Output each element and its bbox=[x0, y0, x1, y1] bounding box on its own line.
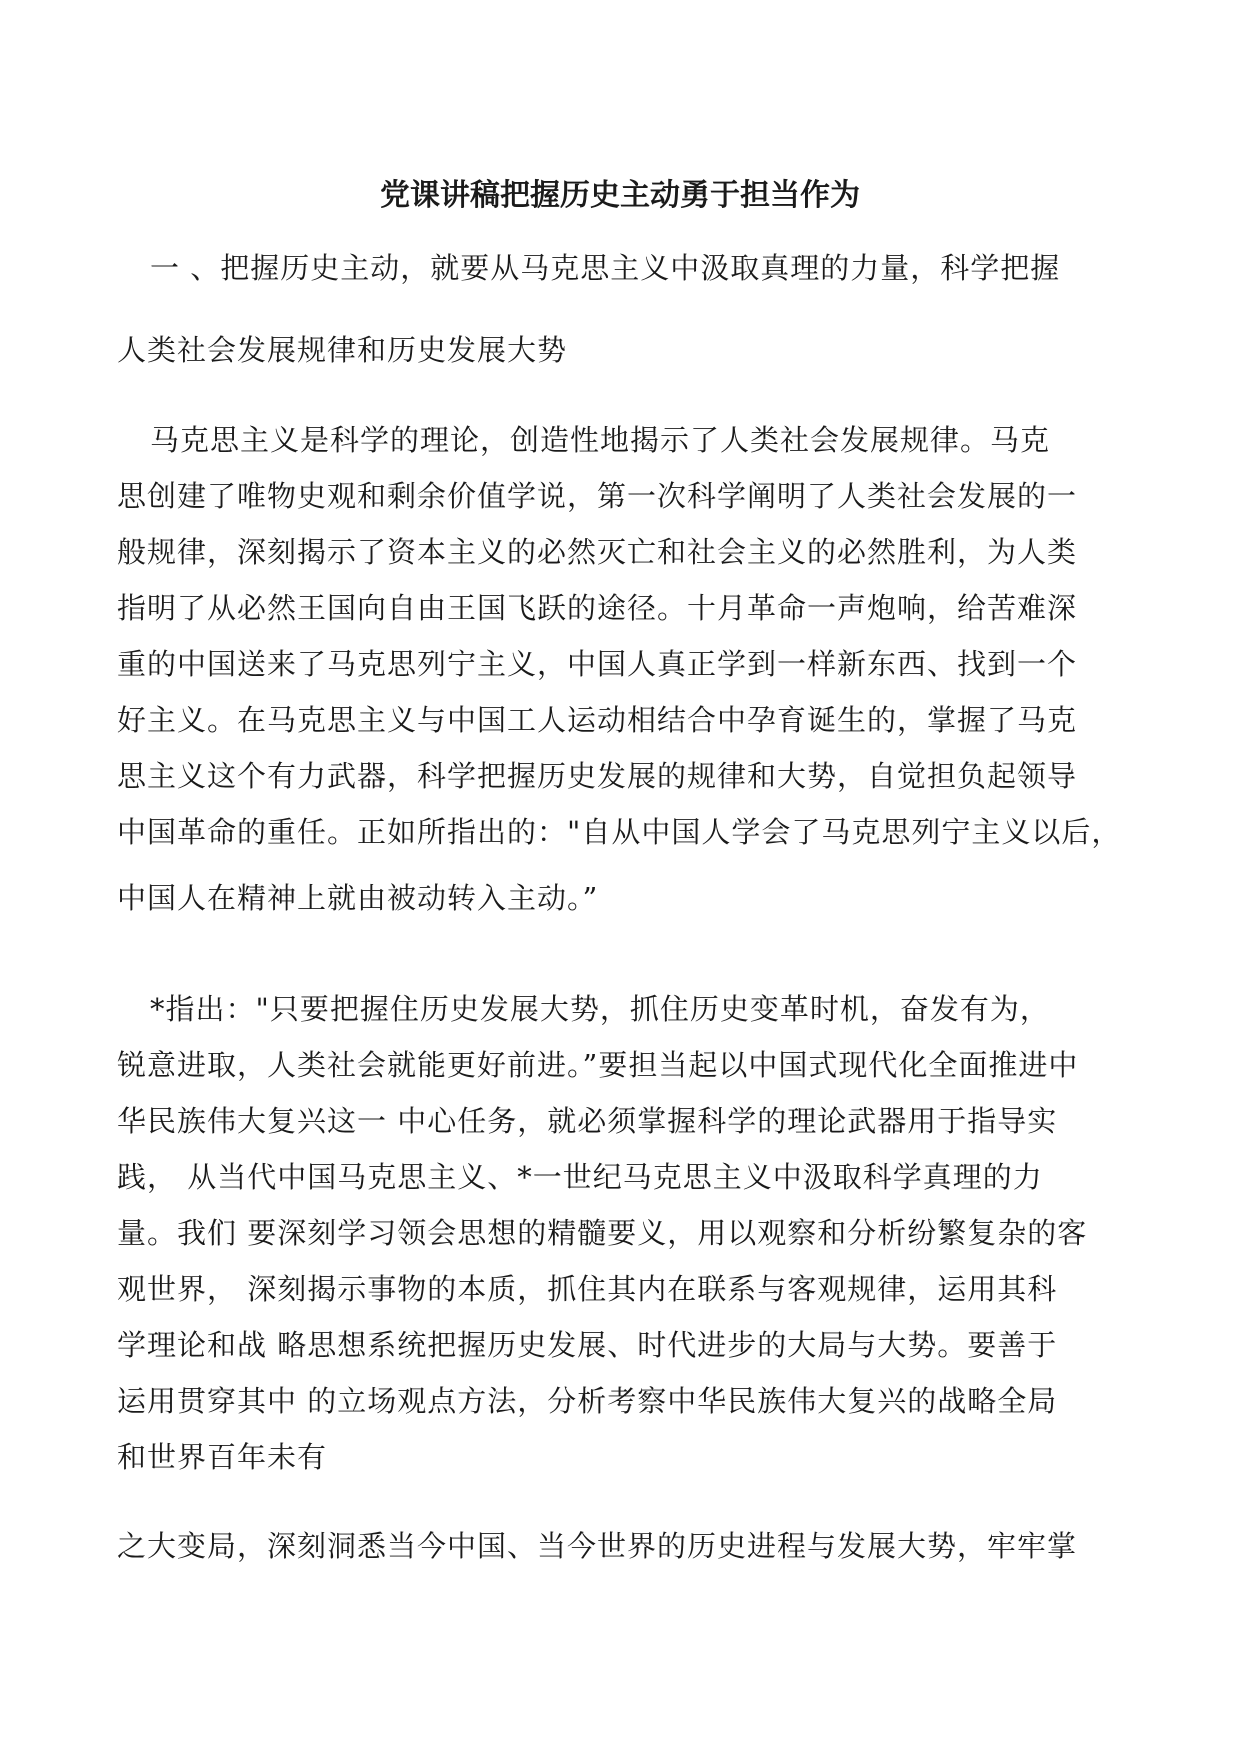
paragraph-1-line-8: 中国革命的重任。正如所指出的："自从中国人学会了马克思列宁主义以后， bbox=[117, 815, 1122, 849]
paragraph-2-line-2: 锐意进取，人类社会就能更好前进。”要担当起以中国式现代化全面推进中 bbox=[117, 1048, 1079, 1082]
section-heading-line-1: 一 、把握历史主动，就要从马克思主义中汲取真理的力量，科学把握 bbox=[150, 251, 1061, 285]
paragraph-1-line-9: 中国人在精神上就由被动转入主动。” bbox=[117, 881, 599, 915]
paragraph-1-line-5: 重的中国送来了马克思列宁主义，中国人真正学到一样新东西、找到一个 bbox=[117, 647, 1078, 681]
paragraph-2-line-9: 和世界百年未有 bbox=[117, 1440, 328, 1474]
paragraph-2-line-1: *指出："只要把握住历史发展大势，抓住历史变革时机，奋发有为， bbox=[150, 992, 1050, 1026]
document-title: 党课讲稿把握历史主动勇于担当作为 bbox=[380, 178, 860, 213]
paragraph-2-line-6: 观世界， 深刻揭示事物的本质，抓住其内在联系与客观规律，运用其科 bbox=[117, 1272, 1058, 1306]
paragraph-1-line-3: 般规律，深刻揭示了资本主义的必然灭亡和社会主义的必然胜利，为人类 bbox=[117, 535, 1078, 569]
paragraph-2-line-4: 践， 从当代中国马克思主义、*一世纪马克思主义中汲取科学真理的力 bbox=[117, 1160, 1043, 1194]
section-heading-line-2: 人类社会发展规律和历史发展大势 bbox=[117, 333, 568, 367]
paragraph-1-line-6: 好主义。在马克思主义与中国工人运动相结合中孕育诞生的，掌握了马克 bbox=[117, 703, 1078, 737]
paragraph-1-line-4: 指明了从必然王国向自由王国飞跃的途径。十月革命一声炮响，给苦难深 bbox=[117, 591, 1078, 625]
paragraph-2-line-5: 量。我们 要深刻学习领会思想的精髓要义，用以观察和分析纷繁复杂的客 bbox=[117, 1216, 1088, 1250]
paragraph-2-line-8: 运用贯穿其中 的立场观点方法，分析考察中华民族伟大复兴的战略全局 bbox=[117, 1384, 1058, 1418]
paragraph-1-line-1: 马克思主义是科学的理论，创造性地揭示了人类社会发展规律。马克 bbox=[150, 423, 1051, 457]
paragraph-1-line-7: 思主义这个有力武器，科学把握历史发展的规律和大势，自觉担负起领导 bbox=[117, 759, 1078, 793]
paragraph-2-line-3: 华民族伟大复兴这一 中心任务，就必须掌握科学的理论武器用于指导实 bbox=[117, 1104, 1058, 1138]
paragraph-1-line-2: 思创建了唯物史观和剩余价值学说，第一次科学阐明了人类社会发展的一 bbox=[117, 479, 1078, 513]
paragraph-2-line-7: 学理论和战 略思想系统把握历史发展、时代进步的大局与大势。要善于 bbox=[117, 1328, 1058, 1362]
paragraph-3-line-1: 之大变局，深刻洞悉当今中国、当今世界的历史进程与发展大势，牢牢掌 bbox=[117, 1529, 1078, 1563]
